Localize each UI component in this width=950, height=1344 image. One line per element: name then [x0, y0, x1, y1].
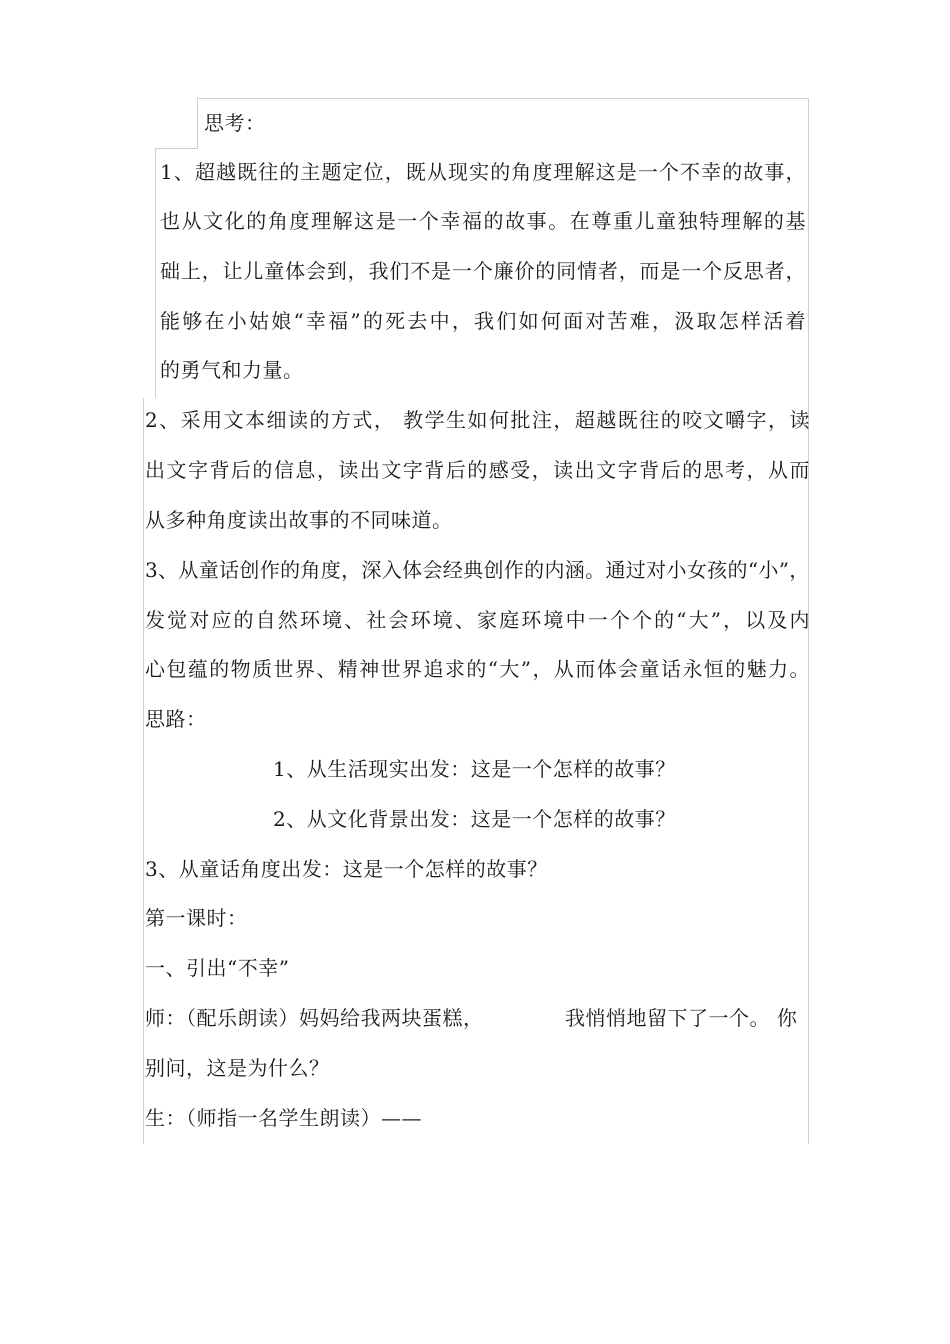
thinking-item2-line3: 从多种角度读出故事的不同味道。: [145, 508, 453, 532]
approach-heading: 思路：: [145, 707, 207, 731]
thinking-item1-line4: 能够在小姑娘“幸福”的死去中，我们如何面对苦难，汲取怎样活着: [160, 309, 806, 333]
table-border-mid-left: [155, 148, 156, 398]
thinking-item3-line3: 心包蕴的物质世界、精神世界追求的“大”，从而体会童话永恒的魅力。: [145, 657, 810, 681]
thinking-item1-line3: 础上，让儿童体会到，我们不是一个廉价的同情者，而是一个反思者，: [160, 259, 806, 283]
thinking-item3-line2: 发觉对应的自然环境、社会环境、家庭环境中一个个的“大”，以及内: [145, 608, 810, 632]
teacher-line2: 别问，这是为什么？: [145, 1056, 330, 1080]
table-border-top: [197, 98, 809, 99]
lesson-section1: 一、引出“不幸”: [145, 956, 290, 980]
thinking-item1-line1: 1、超越既往的主题定位，既从现实的角度理解这是一个不幸的故事，: [160, 160, 806, 184]
approach-step2: 2、从文化背景出发：这是一个怎样的故事？: [273, 807, 676, 831]
lesson-heading: 第一课时：: [145, 906, 248, 930]
teacher-line1-part-a: 师：（配乐朗读）妈妈给我两块蛋糕，: [145, 1006, 484, 1030]
thinking-item1-line2: 也从文化的角度理解这是一个幸福的故事。在尊重儿童独特理解的基: [160, 209, 806, 233]
teacher-line1-part-b: 我悄悄地留下了一个。 你: [565, 1006, 798, 1030]
approach-step3: 3、从童话角度出发：这是一个怎样的故事？: [145, 857, 548, 881]
table-border-outer-left: [143, 398, 144, 1144]
table-border-step: [155, 148, 198, 149]
student-line: 生：（师指一名学生朗读）——: [145, 1106, 422, 1130]
thinking-heading: 思考：: [204, 111, 266, 135]
thinking-item2-line1: 2、采用文本细读的方式， 教学生如何批注，超越既往的咬文嚼字，读: [145, 408, 810, 432]
thinking-item2-line2: 出文字背后的信息，读出文字背后的感受，读出文字背后的思考，从而: [145, 458, 810, 482]
approach-step1: 1、从生活现实出发：这是一个怎样的故事？: [273, 757, 676, 781]
thinking-item1-line5: 的勇气和力量。: [160, 358, 304, 382]
table-border-inner-left: [197, 98, 198, 148]
thinking-item3-line1: 3、从童话创作的角度，深入体会经典创作的内涵。通过对小女孩的“小”，: [145, 558, 809, 582]
